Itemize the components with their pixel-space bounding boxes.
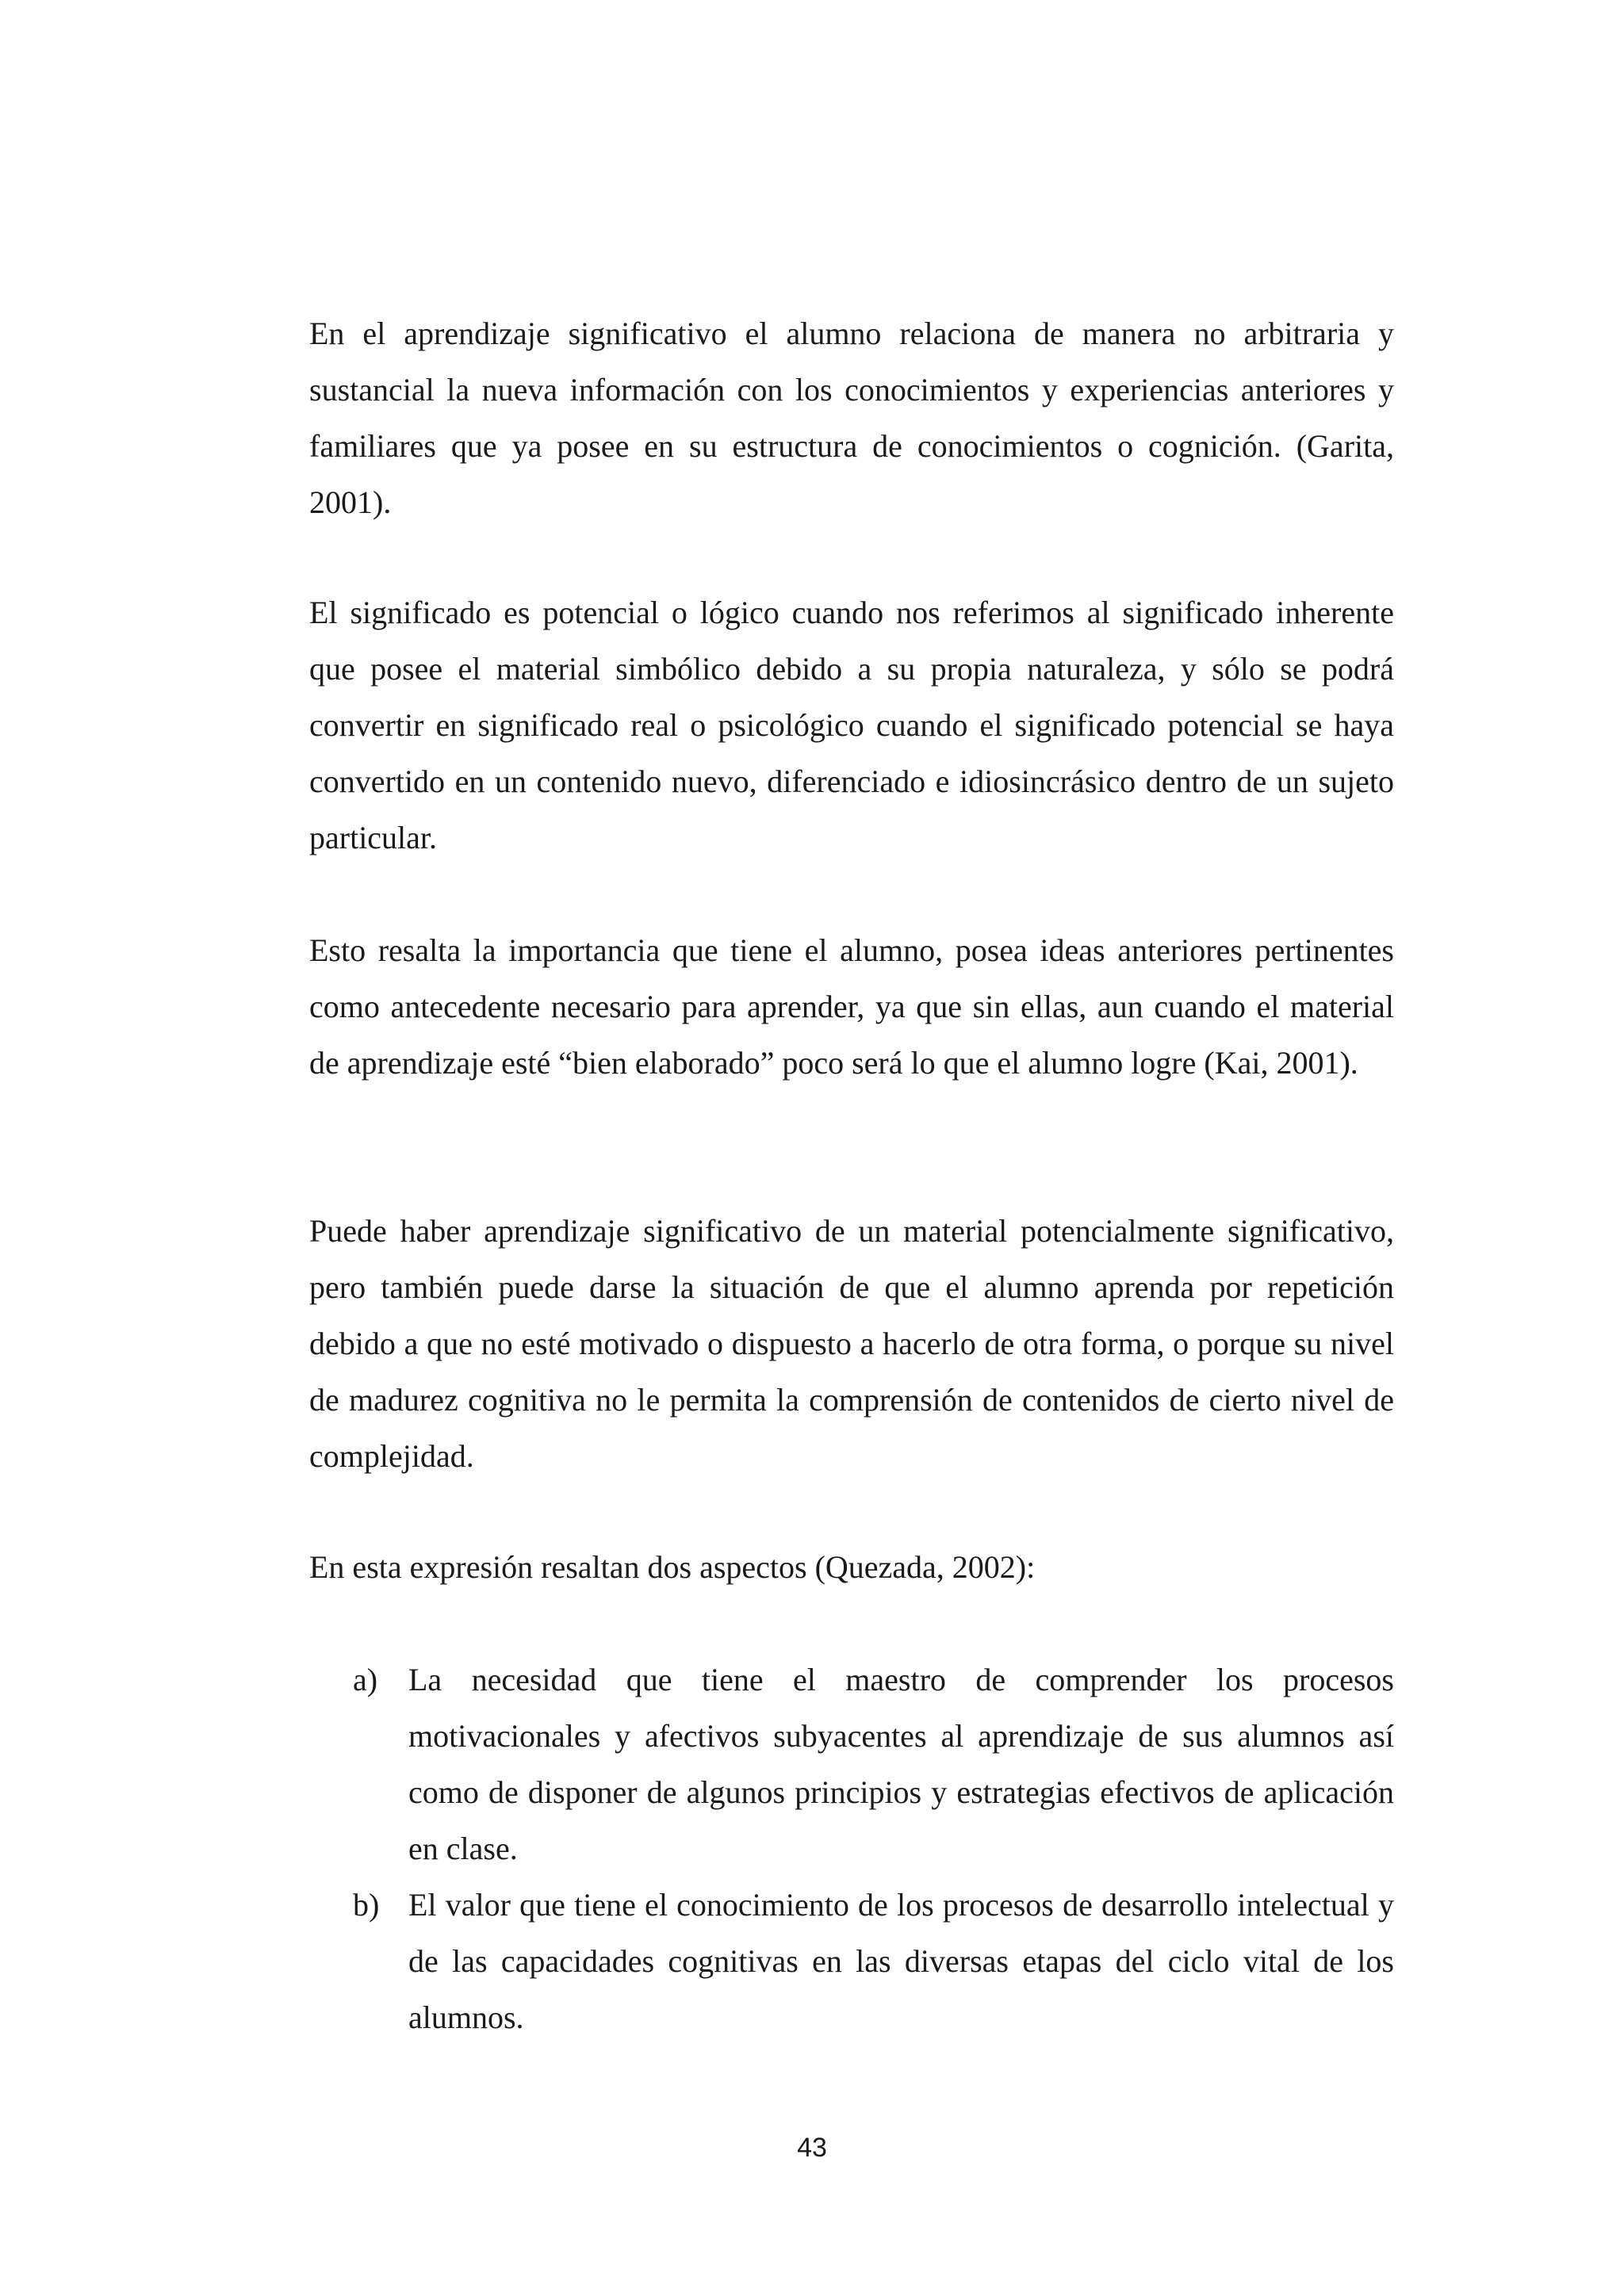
paragraph-3: Esto resalta la importancia que tiene el alumno, posea ideas anteriores pertinentes como antecedente necesario para aprender, ya que sin ellas, aun cuando el material de aprendizaje esté “bien elaborado” poco será lo que el alumno logre (Kai, 2001). [309, 932, 1394, 1081]
list-marker-b: b) [353, 1887, 380, 1923]
list-marker-a: a) [353, 1662, 378, 1697]
paragraph-4: Puede haber aprendizaje significativo de un material potencialmente significativo, pero también puede darse la situación de que el alumno aprenda por repetición debido a que no esté motivado o dispuesto a hacerlo de otra forma, o porque su nivel de madurez cognitiva no le permita la comprensión de contenidos de cierto nivel de complejidad. [309, 1213, 1394, 1474]
list-item-a [353, 1651, 1394, 1877]
aspects-list [353, 1651, 1394, 2045]
paragraph-2: El significado es potencial o lógico cuando nos referimos al significado inherente que posee el material simbólico debido a su propia naturaleza, y sólo se podrá convertir en significado real o psicológico cuando el significado potencial se haya convertido en un contenido nuevo, diferenciado e idiosincrásico dentro de un sujeto particular. [309, 595, 1394, 855]
list-text-a: La necesidad que tiene el maestro de comprender los procesos motivacionales y afectivos subyacentes al aprendizaje de sus alumnos así como de disponer de algunos principios y estrategias efectivos de aplicación en clase. [408, 1662, 1394, 1866]
list-text-b: El valor que tiene el conocimiento de los procesos de desarrollo intelectual y de las capacidades cognitivas en las diversas etapas del ciclo vital de los alumnos. [408, 1887, 1394, 2035]
paragraph-1: En el aprendizaje significativo el alumno relaciona de manera no arbitraria y sustancial la nueva información con los conocimientos y experiencias anteriores y familiares que ya posee en su estructura de conocimientos o cognición. (Garita, 2001). [309, 316, 1394, 520]
list-item-b [353, 1877, 1394, 2045]
paragraph-5: En esta expresión resaltan dos aspectos (Quezada, 2002): [309, 1549, 1036, 1585]
page-number: 43 [797, 2133, 827, 2163]
